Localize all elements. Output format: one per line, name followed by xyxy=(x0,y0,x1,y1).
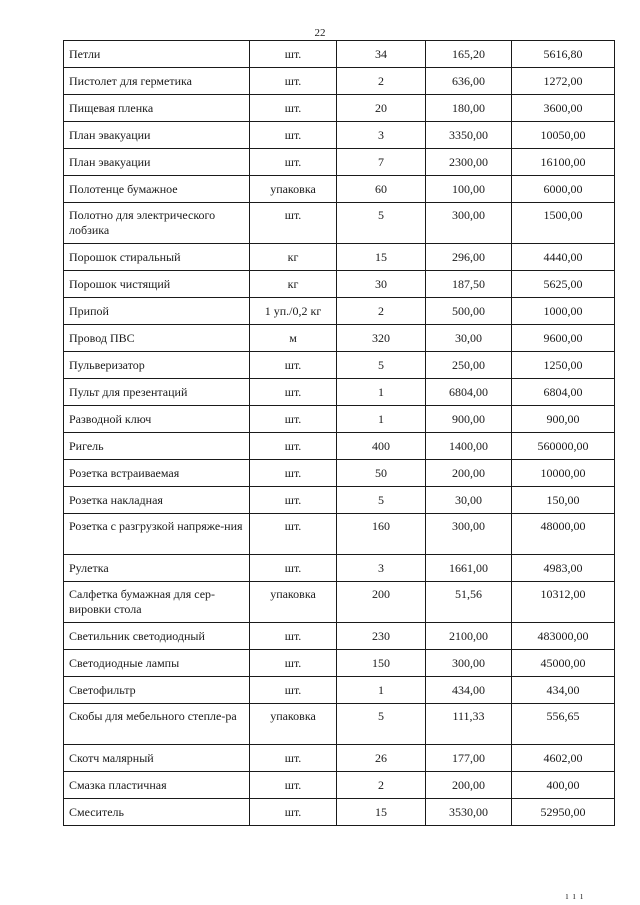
table-row xyxy=(64,203,615,244)
item-quantity-cell: 5 xyxy=(337,203,426,244)
item-unit-cell: упаковка xyxy=(250,582,337,623)
table-row xyxy=(64,244,615,271)
item-price-cell: 296,00 xyxy=(426,244,512,271)
item-unit-cell: шт. xyxy=(250,352,337,379)
item-unit-cell: 1 уп./0,2 кг xyxy=(250,298,337,325)
item-unit-cell: шт. xyxy=(250,487,337,514)
table-row xyxy=(64,650,615,677)
table-row xyxy=(64,555,615,582)
table-row xyxy=(64,460,615,487)
item-quantity-cell: 200 xyxy=(337,582,426,623)
item-price-cell: 300,00 xyxy=(426,650,512,677)
item-price-cell: 3350,00 xyxy=(426,122,512,149)
item-sum-cell: 3600,00 xyxy=(512,95,615,122)
item-unit-cell: шт. xyxy=(250,677,337,704)
table-row xyxy=(64,176,615,203)
item-price-cell: 1661,00 xyxy=(426,555,512,582)
table-row xyxy=(64,298,615,325)
table-row xyxy=(64,799,615,826)
item-name-cell: Светильник светодиодный xyxy=(64,623,250,650)
item-sum-cell: 4602,00 xyxy=(512,745,615,772)
item-sum-cell: 900,00 xyxy=(512,406,615,433)
item-quantity-cell: 230 xyxy=(337,623,426,650)
item-name-cell: Розетка встраиваемая xyxy=(64,460,250,487)
item-name-cell: Светофильтр xyxy=(64,677,250,704)
item-name-cell: Ригель xyxy=(64,433,250,460)
item-unit-cell: шт. xyxy=(250,799,337,826)
item-sum-cell: 10000,00 xyxy=(512,460,615,487)
item-quantity-cell: 34 xyxy=(337,41,426,68)
item-unit-cell: шт. xyxy=(250,433,337,460)
table-row xyxy=(64,325,615,352)
table-row xyxy=(64,623,615,650)
item-unit-cell: шт. xyxy=(250,68,337,95)
item-unit-cell: шт. xyxy=(250,95,337,122)
item-unit-cell: шт. xyxy=(250,460,337,487)
item-unit-cell: шт. xyxy=(250,745,337,772)
item-sum-cell: 150,00 xyxy=(512,487,615,514)
item-quantity-cell: 50 xyxy=(337,460,426,487)
item-price-cell: 250,00 xyxy=(426,352,512,379)
item-price-cell: 30,00 xyxy=(426,487,512,514)
item-unit-cell: шт. xyxy=(250,650,337,677)
item-name-cell: Припой xyxy=(64,298,250,325)
item-unit-cell: шт. xyxy=(250,379,337,406)
item-price-cell: 2300,00 xyxy=(426,149,512,176)
table-row xyxy=(64,582,615,623)
table-row xyxy=(64,704,615,745)
item-quantity-cell: 1 xyxy=(337,406,426,433)
item-price-cell: 2100,00 xyxy=(426,623,512,650)
item-unit-cell: м xyxy=(250,325,337,352)
item-price-cell: 300,00 xyxy=(426,203,512,244)
item-unit-cell: шт. xyxy=(250,623,337,650)
item-price-cell: 434,00 xyxy=(426,677,512,704)
item-quantity-cell: 2 xyxy=(337,68,426,95)
item-sum-cell: 556,65 xyxy=(512,704,615,745)
item-price-cell: 165,20 xyxy=(426,41,512,68)
item-name-cell: Рулетка xyxy=(64,555,250,582)
table-row xyxy=(64,772,615,799)
item-name-cell: Розетка накладная xyxy=(64,487,250,514)
item-sum-cell: 52950,00 xyxy=(512,799,615,826)
item-unit-cell: шт. xyxy=(250,772,337,799)
item-sum-cell: 6000,00 xyxy=(512,176,615,203)
item-price-cell: 3530,00 xyxy=(426,799,512,826)
item-name-cell: Скобы для мебельного степле-ра xyxy=(64,704,250,745)
item-name-cell: Полотенце бумажное xyxy=(64,176,250,203)
item-unit-cell: шт. xyxy=(250,514,337,555)
item-name-cell: Провод ПВС xyxy=(64,325,250,352)
item-quantity-cell: 150 xyxy=(337,650,426,677)
item-sum-cell: 45000,00 xyxy=(512,650,615,677)
item-quantity-cell: 5 xyxy=(337,352,426,379)
item-name-cell: Смазка пластичная xyxy=(64,772,250,799)
item-price-cell: 187,50 xyxy=(426,271,512,298)
item-unit-cell: шт. xyxy=(250,149,337,176)
item-unit-cell: упаковка xyxy=(250,176,337,203)
table-row xyxy=(64,122,615,149)
item-price-cell: 30,00 xyxy=(426,325,512,352)
item-quantity-cell: 320 xyxy=(337,325,426,352)
table-row xyxy=(64,271,615,298)
item-quantity-cell: 1 xyxy=(337,677,426,704)
item-quantity-cell: 7 xyxy=(337,149,426,176)
item-sum-cell: 48000,00 xyxy=(512,514,615,555)
item-unit-cell: шт. xyxy=(250,122,337,149)
item-price-cell: 180,00 xyxy=(426,95,512,122)
table-row xyxy=(64,68,615,95)
item-quantity-cell: 400 xyxy=(337,433,426,460)
item-unit-cell: шт. xyxy=(250,41,337,68)
item-quantity-cell: 5 xyxy=(337,487,426,514)
item-sum-cell: 483000,00 xyxy=(512,623,615,650)
item-sum-cell: 16100,00 xyxy=(512,149,615,176)
item-sum-cell: 1250,00 xyxy=(512,352,615,379)
item-name-cell: План эвакуации xyxy=(64,122,250,149)
item-sum-cell: 4983,00 xyxy=(512,555,615,582)
item-price-cell: 177,00 xyxy=(426,745,512,772)
table-row xyxy=(64,514,615,555)
item-sum-cell: 560000,00 xyxy=(512,433,615,460)
item-sum-cell: 9600,00 xyxy=(512,325,615,352)
item-price-cell: 6804,00 xyxy=(426,379,512,406)
item-quantity-cell: 1 xyxy=(337,379,426,406)
item-sum-cell: 10050,00 xyxy=(512,122,615,149)
item-price-cell: 200,00 xyxy=(426,460,512,487)
item-sum-cell: 6804,00 xyxy=(512,379,615,406)
item-quantity-cell: 2 xyxy=(337,772,426,799)
item-sum-cell: 1000,00 xyxy=(512,298,615,325)
item-sum-cell: 434,00 xyxy=(512,677,615,704)
table-row xyxy=(64,745,615,772)
item-name-cell: Пульверизатор xyxy=(64,352,250,379)
item-price-cell: 200,00 xyxy=(426,772,512,799)
item-quantity-cell: 60 xyxy=(337,176,426,203)
item-unit-cell: шт. xyxy=(250,555,337,582)
item-price-cell: 51,56 xyxy=(426,582,512,623)
item-name-cell: Салфетка бумажная для сер-вировки стола xyxy=(64,582,250,623)
table-row xyxy=(64,379,615,406)
item-name-cell: Полотно для электрического лобзика xyxy=(64,203,250,244)
item-name-cell: Розетка с разгрузкой напряже-ния xyxy=(64,514,250,555)
item-quantity-cell: 20 xyxy=(337,95,426,122)
item-name-cell: Скотч малярный xyxy=(64,745,250,772)
item-sum-cell: 400,00 xyxy=(512,772,615,799)
item-quantity-cell: 30 xyxy=(337,271,426,298)
item-unit-cell: шт. xyxy=(250,406,337,433)
item-name-cell: Пищевая пленка xyxy=(64,95,250,122)
item-quantity-cell: 3 xyxy=(337,555,426,582)
page-number: 22 xyxy=(314,27,326,39)
item-name-cell: Порошок чистящий xyxy=(64,271,250,298)
item-unit-cell: упаковка xyxy=(250,704,337,745)
item-sum-cell: 1272,00 xyxy=(512,68,615,95)
item-price-cell: 111,33 xyxy=(426,704,512,745)
item-sum-cell: 4440,00 xyxy=(512,244,615,271)
item-price-cell: 500,00 xyxy=(426,298,512,325)
table-row xyxy=(64,406,615,433)
item-name-cell: Пистолет для герметика xyxy=(64,68,250,95)
item-unit-cell: шт. xyxy=(250,203,337,244)
item-price-cell: 636,00 xyxy=(426,68,512,95)
item-name-cell: Петли xyxy=(64,41,250,68)
item-unit-cell: кг xyxy=(250,271,337,298)
item-unit-cell: кг xyxy=(250,244,337,271)
item-quantity-cell: 15 xyxy=(337,799,426,826)
table-row xyxy=(64,677,615,704)
item-quantity-cell: 3 xyxy=(337,122,426,149)
item-name-cell: Пульт для презентаций xyxy=(64,379,250,406)
item-quantity-cell: 15 xyxy=(337,244,426,271)
item-name-cell: Смеситель xyxy=(64,799,250,826)
footer-mark: ı ı ı xyxy=(565,891,584,902)
item-quantity-cell: 26 xyxy=(337,745,426,772)
item-sum-cell: 5625,00 xyxy=(512,271,615,298)
table-row xyxy=(64,95,615,122)
item-price-cell: 1400,00 xyxy=(426,433,512,460)
table-row xyxy=(64,41,615,68)
item-name-cell: Светодиодные лампы xyxy=(64,650,250,677)
item-sum-cell: 10312,00 xyxy=(512,582,615,623)
item-name-cell: Порошок стиральный xyxy=(64,244,250,271)
table-row xyxy=(64,433,615,460)
item-name-cell: План эвакуации xyxy=(64,149,250,176)
item-quantity-cell: 160 xyxy=(337,514,426,555)
item-price-cell: 100,00 xyxy=(426,176,512,203)
items-table-body xyxy=(64,41,615,826)
item-price-cell: 900,00 xyxy=(426,406,512,433)
item-quantity-cell: 5 xyxy=(337,704,426,745)
table-row xyxy=(64,487,615,514)
table-row xyxy=(64,149,615,176)
table-row xyxy=(64,352,615,379)
item-sum-cell: 1500,00 xyxy=(512,203,615,244)
items-table xyxy=(63,40,615,826)
item-price-cell: 300,00 xyxy=(426,514,512,555)
item-sum-cell: 5616,80 xyxy=(512,41,615,68)
item-quantity-cell: 2 xyxy=(337,298,426,325)
item-name-cell: Разводной ключ xyxy=(64,406,250,433)
